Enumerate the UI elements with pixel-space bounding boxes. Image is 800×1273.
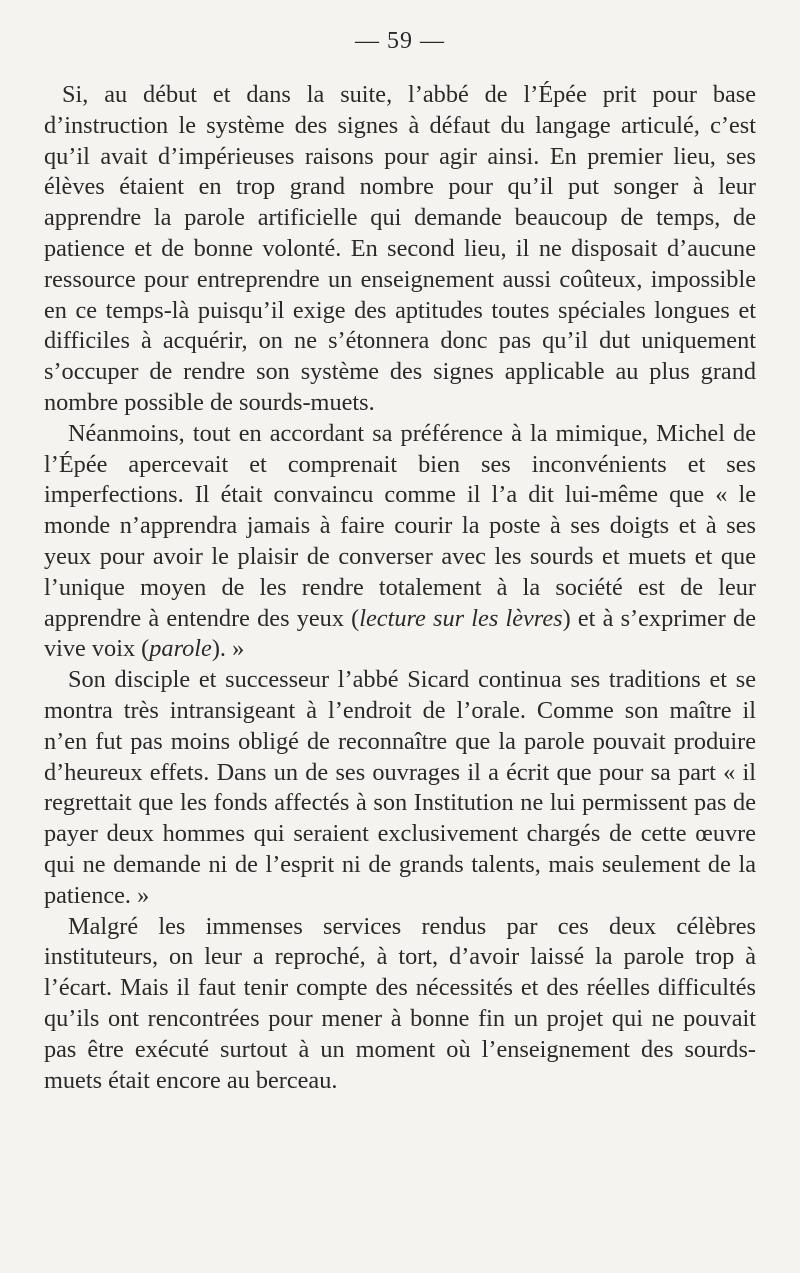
paragraph-2-text: Néanmoins, tout en accordant sa préférence à la mimique, Michel de l’Épée apercevait et comprenait bien ses inconvénients et ses imperfections. Il était convaincu comme il l’a dit lui-même que « le monde n’apprendra jamais à faire courir la poste à ses doigts et à ses yeux pour avoir le plaisir de converser avec les sourds et muets et que l’unique moyen de les rendre totalement à la société est de leur apprendre à entendre des yeux (	[44, 419, 756, 632]
paragraph-2-end: ). »	[211, 635, 245, 663]
paragraph-2-italic-parole: parole	[149, 635, 212, 663]
paragraph-2	[44, 419, 756, 665]
paragraph-2-italic-lecture: lecture sur les lèvres	[359, 604, 563, 632]
paragraph-4: Malgré les immenses services rendus par ces deux célèbres instituteurs, on leur a reproché, à tort, d’avoir laissé la parole trop à l’écart. Mais il faut tenir compte des nécessités et des réelles difficultés qu’ils ont rencontrées pour mener à bonne fin un projet qui ne pouvait pas être exécuté surtout à un moment où l’enseignement des sourds-muets était encore au berceau.	[44, 912, 756, 1094]
paragraph-3: Son disciple et successeur l’abbé Sicard continua ses traditions et se montra très intransigeant à l’endroit de l’orale. Comme son maître il n’en fut pas moins obligé de reconnaître que la parole pouvait produire d’heureux effets. Dans un de ses ouvrages il a écrit que pour sa part « il regrettait que les fonds affectés à son Institution ne lui permissent pas de payer deux hommes qui seraient exclusivement chargés de cette œuvre qui ne demande ni de l’esprit ni de grands talents, mais seulement de la patience. »	[44, 666, 756, 909]
body-text	[44, 80, 756, 1096]
page-number: — 59 —	[355, 28, 445, 54]
paragraph-1: Si, au début et dans la suite, l’abbé de l’Épée prit pour base d’instruction le système des signes à défaut du langage articulé, c’est qu’il avait d’impérieuses raisons pour agir ainsi. En premier lieu, ses élèves étaient en trop grand nombre pour qu’il put songer à leur apprendre la parole artificielle qui demande beaucoup de temps, de patience et de bonne volonté. En second lieu, il ne disposait d’aucune ressource pour entreprendre un enseignement aussi coûteux, impossible en ce temps-là puisqu’il exige des aptitudes toutes spéciales longues et difficiles à acquérir, on ne s’étonnera donc pas qu’il dut uniquement s’occuper de rendre son système des signes applicable au plus grand nombre possible de sourds-muets.	[44, 81, 756, 416]
paragraph-2-mid: ) et à s’exprimer de vive voix (	[44, 604, 756, 663]
